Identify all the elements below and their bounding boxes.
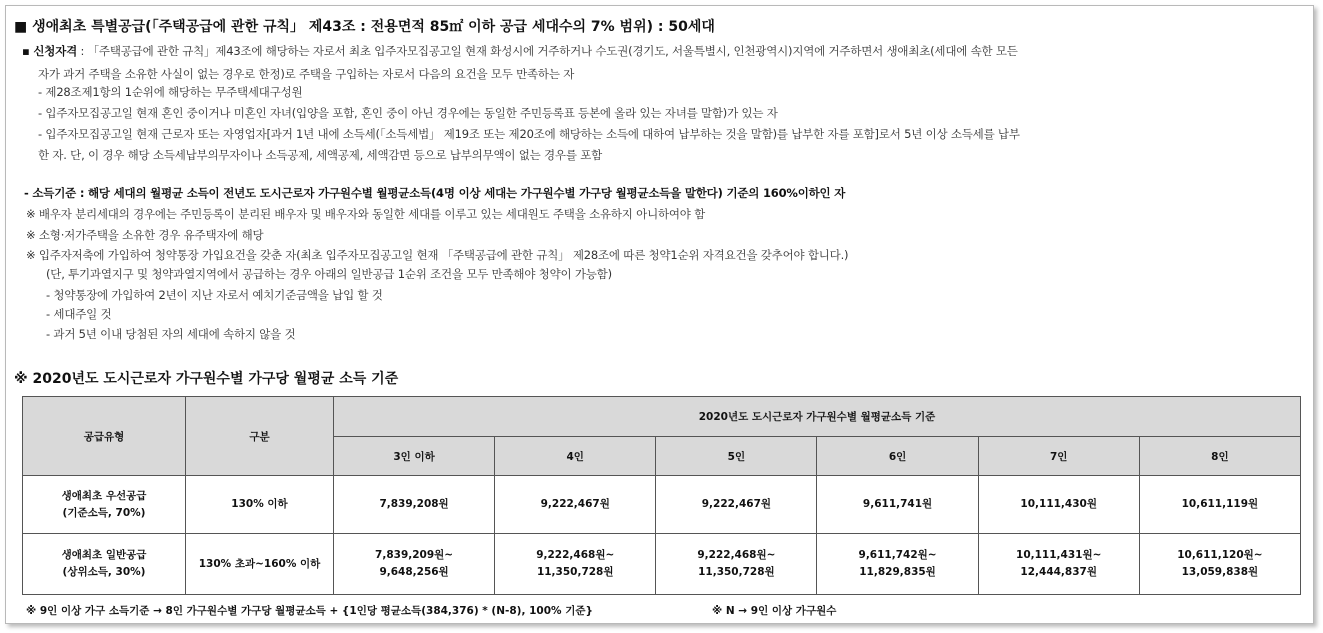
note-line: ※ 배우자 분리세대의 경우에는 주민등록이 분리된 배우자 및 배우자와 동일한 세대를 이루고 있는 세대원도 주택을 소유하지 아니하여야 함 [26,207,706,221]
income-cell: 9,222,467원 [495,476,656,534]
footnote-n-definition: ※ N → 9인 이상 가구원수 [712,605,837,617]
note-line: ※ 소형·저가주택을 소유한 경우 유주택자에 해당 [26,228,264,242]
header-household-size: 4인 [495,437,656,476]
income-cell: 10,611,120원~ 13,059,838원 [1139,534,1300,595]
header-income-group: 2020년도 도시근로자 가구원수별 월평균소득 기준 [334,397,1301,437]
note-line: - 과거 5년 이내 당첨된 자의 세대에 속하지 않을 것 [46,327,296,341]
income-cell: 9,611,742원~ 11,829,835원 [817,534,978,595]
income-cell: 9,222,467원 [656,476,817,534]
eligibility-line-5: - 입주자모집공고일 현재 근로자 또는 자영업자[과거 1년 내에 소득세(「소득세법」 제19조 또는 제20조에 해당하는 소득에 대하여 납부하는 것을 말함)를 납부한 자를 포함]로서 5년 이상 소득세를 납부 [38,127,1020,141]
section-heading: ■ 생애최초 특별공급(「주택공급에 관한 규칙」 제43조 : 전용면적 85㎡ 이하 공급 세대수의 7% 범위) : 50세대 [14,19,715,35]
table-title: ※ 2020년도 도시근로자 가구원수별 가구당 월평균 소득 기준 [14,371,399,387]
note-line: - 세대주일 것 [46,307,112,321]
income-cell: 7,839,208원 [334,476,495,534]
eligibility-line-3: - 제28조제1항의 1순위에 해당하는 무주택세대구성원 [38,85,303,99]
eligibility-line-4: - 입주자모집공고일 현재 혼인 중이거나 미혼인 자녀(입양을 포함, 혼인 중이 아닌 경우에는 동일한 주민등록표 등본에 올라 있는 자녀를 말함)가 있는 자 [38,106,778,120]
note-line: - 청약통장에 가입하여 2년이 지난 자로서 예치기준금액을 납입 할 것 [46,288,383,302]
table-row [23,476,1301,534]
eligibility-text: : 「주택공급에 관한 규칙」제43조에 해당하는 자로서 최초 입주자모집공고일 현재 화성시에 거주하거나 수도권(경기도, 서울특별시, 인천광역시)지역에 거주하면서 생애최초(세대에 속한 모든 [77,44,1018,58]
classification-cell: 130% 초과~160% 이하 [186,534,334,595]
income-cell: 9,222,468원~ 11,350,728원 [495,534,656,595]
eligibility-line-1 [22,43,1018,59]
eligibility-line-2: 자가 과거 주택을 소유한 사실이 없는 경우로 한정)로 주택을 구입하는 자로서 다음의 요건을 모두 만족하는 자 [38,67,575,81]
income-cell: 10,111,431원~ 12,444,837원 [978,534,1139,595]
table-row [23,534,1301,595]
eligibility-label: ▪ 신청자격 [22,44,78,58]
income-criteria: - 소득기준 : 해당 세대의 월평균 소득이 전년도 도시근로자 가구원수별 월평균소득(4명 이상 세대는 가구원수별 가구당 월평균소득을 말한다) 기준의 160%이하인 자 [24,186,846,200]
header-household-size: 3인 이하 [334,437,495,476]
income-cell: 9,222,468원~ 11,350,728원 [656,534,817,595]
header-supply-type: 공급유형 [23,397,186,476]
classification-cell: 130% 이하 [186,476,334,534]
header-household-size: 5인 [656,437,817,476]
eligibility-line-6: 한 자. 단, 이 경우 해당 소득세납부의무자이나 소득공제, 세액공제, 세액감면 등으로 납부의무액이 없는 경우를 포함 [38,148,603,162]
supply-type-cell: 생애최초 일반공급 (상위소득, 30%) [23,534,186,595]
note-line: ※ 입주자저축에 가입하여 청약통장 가입요건을 갖춘 자(최초 입주자모집공고일 현재 「주택공급에 관한 규칙」 제28조에 따른 청약1순위 자격요건을 갖추어야 합니다.) [26,248,849,262]
header-household-size: 7인 [978,437,1139,476]
income-cell: 10,111,430원 [978,476,1139,534]
header-classification: 구분 [186,397,334,476]
income-cell: 10,611,119원 [1139,476,1300,534]
note-line: (단, 투기과열지구 및 청약과열지역에서 공급하는 경우 아래의 일반공급 1순위 조건을 모두 만족해야 청약이 가능함) [46,267,612,281]
supply-type-cell: 생애최초 우선공급 (기준소득, 70%) [23,476,186,534]
footnote-formula: ※ 9인 이상 가구 소득기준 → 8인 가구원수별 가구당 월평균소득 + {1인당 평균소득(384,376) * (N-8), 100% 기준} [26,605,593,617]
header-household-size: 6인 [817,437,978,476]
income-cell: 9,611,741원 [817,476,978,534]
header-household-size: 8인 [1139,437,1300,476]
income-table [22,396,1301,595]
income-cell: 7,839,209원~ 9,648,256원 [334,534,495,595]
